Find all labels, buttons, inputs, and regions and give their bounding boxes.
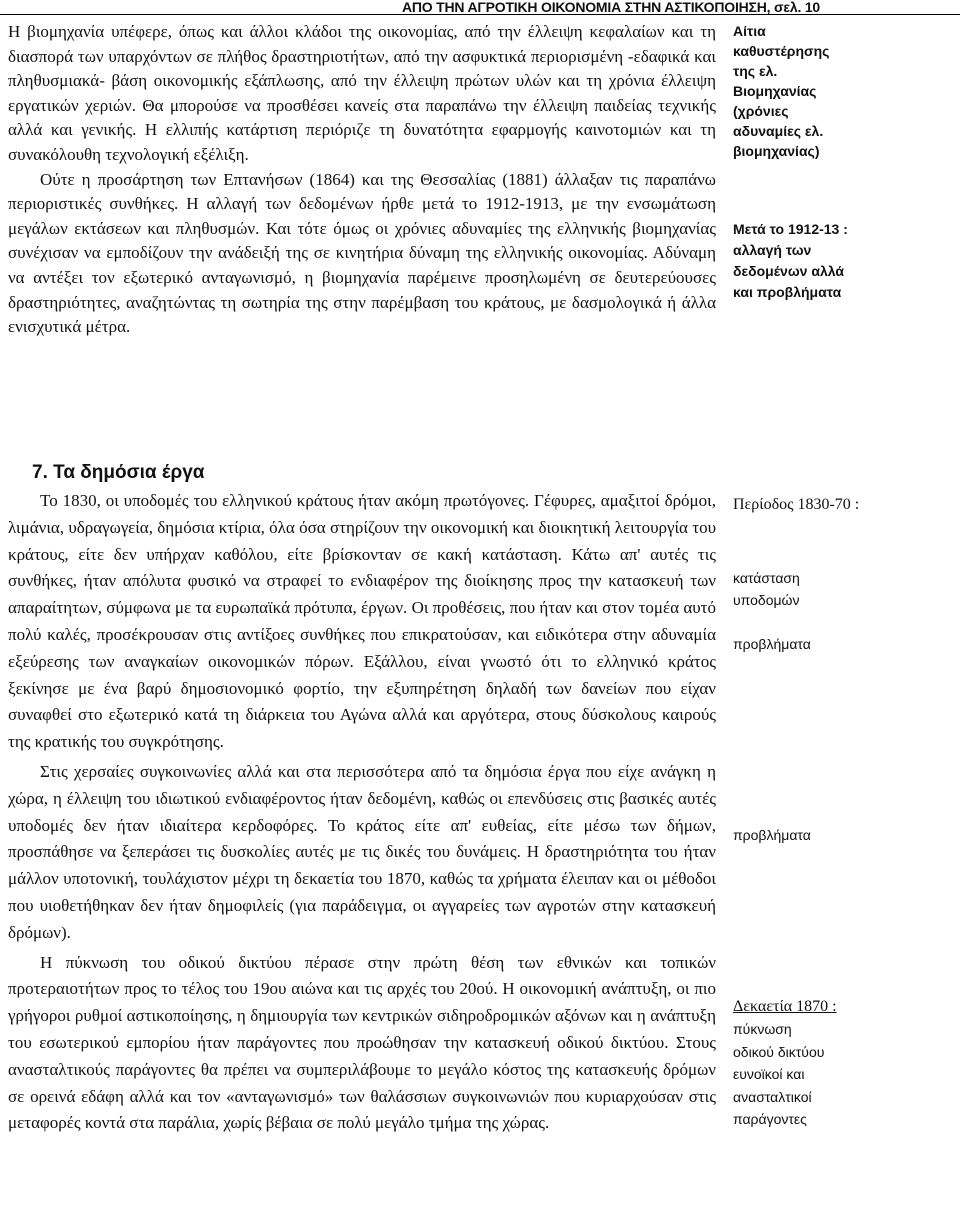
paragraph-annexations: Ούτε η προσάρτηση των Επτανήσων (1864) και της Θεσσαλίας (1881) άλλαξαν τις παραπάνω περιοριστικές συνθήκες. Η αλλαγή των δεδομένων ήρθε μετά το 1912-1913, με την ενσωμάτωση μεγάλων εκτάσεων και πληθυσμών. Και τότε όμως οι χρόνιες αδυναμίες της ελληνικής βιομηχανίας συνέχισαν να εμποδίζουν την ανάδειξή της σε κινητήρια δύναμη της ελληνικής οικονομίας. Αδύναμη να αντέξει τον εξωτερικό ανταγωνισμό, η βιομηχανία παρέμεινε προσηλωμένη σε δευτερεύουσες δραστηριότητες, αναζητώντας τη σωτηρία της στην παρέμβαση του κράτους, με δασμολογικά ή άλλα ενισχυτικά μέτρα. (8, 169, 716, 337)
margin-note-infrastructure-state: κατάσταση υποδομών (733, 570, 800, 608)
paragraph-industry-weaknesses: Η βιομηχανία υπέφερε, όπως και άλλοι κλάδοι της οικονομίας, από την έλλειψη κεφαλαίων και τη διασπορά των υπαρχόντων σε πλήθος δραστηριοτήτων, από την ασφυκτικά περιορισμένη -εδαφικά και πληθυσμιακά- βάση οικονομικής εξάπλωσης, από την έλλειψη πρώτων υλών και τη χρόνια έλλειψη εργατικών χεριών. Θα μπορούσε να προσθέσει κανείς στα παραπάνω την έλλειψη παιδείας τεχνικής αλλά και γενικής. Η ελλιπής κατάρτιση περιόριζε τη δυνατότητα εφαρμογής καινοτομιών και τη συνακόλουθη τεχνολογική εξέλιξη. (8, 22, 716, 164)
margin-note-problems-1: προβλήματα (733, 636, 811, 652)
margin-note-after-1912: Μετά το 1912-13 : αλλαγή των δεδομένων αλλά και προβλήματα (733, 221, 848, 300)
margin-note-period: Περίοδος 1830-70 : (733, 496, 860, 513)
running-header: ΑΠΟ ΤΗΝ ΑΓΡΟΤΙΚΗ ΟΙΚΟΝΟΜΙΑ ΣΤΗΝ ΑΣΤΙΚΟΠΟΙΗΣΗ, σελ. 10 (401, 0, 820, 15)
section-title: 7. Τα δημόσια έργα (32, 462, 205, 483)
margin-note-causes: Αίτια καθυστέρησης της ελ. Βιομηχανίας (χρόνιες αδυναμίες ελ. βιομηχανίας) (733, 23, 830, 159)
margin-note-decade-1870: Δεκαετία 1870 : (733, 998, 837, 1015)
margin-note-road-network: πύκνωση οδικού δικτύου ευνοϊκοί και ανασταλτικοί παράγοντες (733, 1021, 825, 1127)
paragraph-land-transport: Στις χερσαίες συγκοινωνίες αλλά και στα περισσότερα από τα δημόσια έργα που είχε ανάγκη η χώρα, η έλλειψη του ιδιωτικού ενδιαφέροντος ήταν δεδομένη, καθώς οι επενδύσεις στις βασικές αυτές υποδομές δεν ήταν ιδιαίτερα κερδοφόρες. Το κράτος είτε απ' ευθείας, είτε μέσω των δήμων, προσπάθησε να ξεπεράσει τις δυσκολίες αυτές με τις δικές του δυνάμεις. Η δραστηριότητα του ήταν μάλλον υποτονική, τουλάχιστον μέχρι τη δεκαετία του 1870, καθώς τα χρήματα έλειπαν και οι μέθοδοι που υιοθετήθηκαν δεν ήταν δημοφιλείς (για παράδειγμα, οι αγγαρείες των αγροτών στην κατασκευή δρόμων). (8, 761, 716, 942)
main-text (8, 20, 716, 340)
margin-note-problems-2: προβλήματα (733, 827, 811, 843)
section-public-works (8, 488, 716, 1137)
header-rule (0, 14, 960, 15)
paragraph-infrastructure-1830: Το 1830, οι υποδομές του ελληνικού κράτους ήταν ακόμη πρωτόγονες. Γέφυρες, αμαξιτοί δρόμοι, λιμάνια, υδραγωγεία, δημόσια κτίρια, όλα όσα στηρίζουν την οικονομική και διοικητική λειτουργία του κράτους, είτε δεν υπήρχαν καθόλου, είτε βρίσκονταν σε κακή κατάσταση. Κάτω απ' αυτές τις συνθήκες, ήταν απόλυτα φυσικό να στραφεί το ενδιαφέρον της διοίκησης προς την κατασκευή των απαραίτητων, σύμφωνα με τα ευρωπαϊκά πρότυπα, έργων. Οι προθέσεις, που ήταν και στον τομέα αυτό πολύ καλές, προσέκρουσαν στις αντίξοες συνθήκες που επικρατούσαν, και ειδικότερα στην αδυναμία εξεύρεσης των αναγκαίων οικονομικών πόρων. Εξάλλου, είναι γνωστό ότι το ελληνικό κράτος ξεκίνησε με ένα βαρύ δημοσιονομικό φορτίο, την εξυπηρέτηση δηλαδή των δανείων που είχαν συναφθεί στο εξωτερικό κατά τη διάρκεια του Αγώνα αλλά και αργότερα, στους δύσκολους καιρούς της κρατικής του συγκρότησης. (8, 491, 716, 752)
paragraph-road-network: Η πύκνωση του οδικού δικτύου πέρασε στην πρώτη θέση των εθνικών και τοπικών προτεραιοτήτων προς το τέλος του 19ου αιώνα και τις αρχές του 20ού. Η οικονομική ανάπτυξη, οι πιο γρήγοροι ρυθμοί αστικοποίησης, η δημιουργία των κεντρικών σιδηροδρομικών αξόνων και η ανάπτυξη του εσωτερικού εμπορίου ήταν παράγοντες που προώθησαν την κατασκευή οδικού δικτύου. Στους ανασταλτικούς παράγοντες θα πρέπει να συμπεριλάβουμε το μεγάλο κόστος της κατασκευής δρόμων σε ορεινά εδάφη αλλά και τον «ανταγωνισμό» των θαλάσσιων συγκοινωνιών που κυριαρχούσαν στις μεταφορές κοντά στα παράλια, χωρίς βέβαια σε πολύ μεγάλο τμήμα της χώρας. (8, 952, 716, 1133)
